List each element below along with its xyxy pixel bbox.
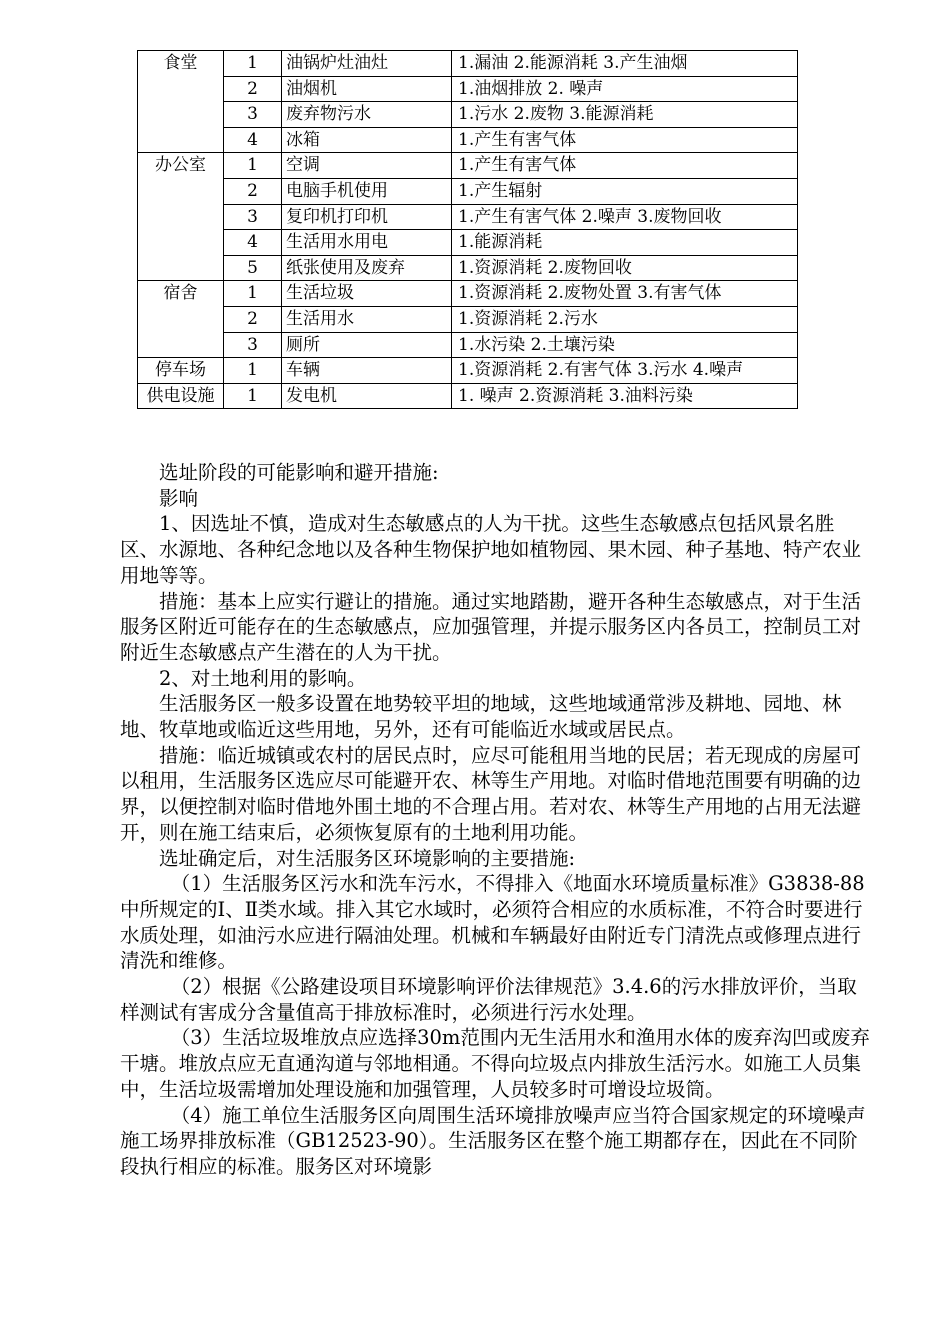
effect-cell: 1.产生有害气体 <box>452 153 798 179</box>
number-cell: 5 <box>224 255 282 281</box>
number-cell: 2 <box>224 76 282 102</box>
item-cell: 电脑手机使用 <box>282 178 452 204</box>
table-row <box>138 358 798 384</box>
effect-cell: 1.水污染 2.土壤污染 <box>452 332 798 358</box>
table-row <box>138 76 798 102</box>
subheading-impact: 影响 <box>159 486 199 510</box>
paragraph: 生活服务区一般多设置在地势较平坦的地域，这些地域通常涉及耕地、园地、林地、牧草地或临近这些用地，另外，还有可能临近水域或居民点。 <box>120 692 842 742</box>
number-cell: 3 <box>224 102 282 128</box>
table-row <box>138 281 798 307</box>
category-cell: 停车场 <box>138 358 224 384</box>
table-row <box>138 332 798 358</box>
item-cell: 生活垃圾 <box>282 281 452 307</box>
item-cell: 空调 <box>282 153 452 179</box>
effect-cell: 1.资源消耗 2.废物回收 <box>452 255 798 281</box>
paragraph: （2）根据《公路建设项目环境影响评价法律规范》3.4.6的污水排放评价，当取样测试有害成分含量值高于排放标准时，必须进行污水处理。 <box>120 975 857 1024</box>
paragraph: 措施：临近城镇或农村的居民点时，应尽可能租用当地的民居；若无现成的房屋可以租用，生活服务区选应尽可能避开农、林等生产用地。对临时借地范围要有明确的边界，以便控制对临时借地外围土地的不合理占用。若对农、林等生产用地的占用无法避开，则在施工结束后，必须恢复原有的土地利用功能。 <box>120 743 862 844</box>
item-cell: 复印机打印机 <box>282 204 452 230</box>
item-cell: 生活用水用电 <box>282 230 452 256</box>
number-cell: 4 <box>224 127 282 153</box>
number-cell: 1 <box>224 358 282 384</box>
table-row <box>138 383 798 409</box>
table-row <box>138 127 798 153</box>
effect-cell: 1.能源消耗 <box>452 230 798 256</box>
effect-cell: 1.漏油 2.能源消耗 3.产生油烟 <box>452 51 798 77</box>
effect-cell: 1.产生辐射 <box>452 178 798 204</box>
effect-cell: 1.资源消耗 2.污水 <box>452 306 798 332</box>
number-cell: 1 <box>224 51 282 77</box>
number-cell: 2 <box>224 306 282 332</box>
effect-cell: 1.产生有害气体 <box>452 127 798 153</box>
environmental-factors-table <box>137 50 798 409</box>
effect-cell: 1. 噪声 2.资源消耗 3.油料污染 <box>452 383 798 409</box>
number-cell: 1 <box>224 281 282 307</box>
item-cell: 油烟机 <box>282 76 452 102</box>
item-cell: 厕所 <box>282 332 452 358</box>
effect-cell: 1.资源消耗 2.废物处置 3.有害气体 <box>452 281 798 307</box>
item-cell: 油锅炉灶油灶 <box>282 51 452 77</box>
table-row <box>138 204 798 230</box>
item-cell: 车辆 <box>282 358 452 384</box>
section-heading: 选址确定后，对生活服务区环境影响的主要措施: <box>159 846 576 870</box>
section-heading: 选址阶段的可能影响和避开措施: <box>159 461 439 484</box>
paragraph: （4）施工单位生活服务区向周围生活环境排放噪声应当符合国家规定的环境噪声施工场界排放标准（GB12523-90）。生活服务区在整个施工期都存在，因此在不同阶段执行相应的标准。服务区对环境影 <box>120 1103 866 1178</box>
item-cell: 发电机 <box>282 383 452 409</box>
document-body <box>120 460 870 1180</box>
table-row <box>138 230 798 256</box>
table-row <box>138 102 798 128</box>
category-cell: 宿舍 <box>138 281 224 358</box>
item-cell: 冰箱 <box>282 127 452 153</box>
category-cell: 食堂 <box>138 51 224 153</box>
paragraph: 1、因选址不慎，造成对生态敏感点的人为干扰。这些生态敏感点包括风景名胜区、水源地、各种纪念地以及各种生物保护地如植物园、果木园、种子基地、特产农业用地等等。 <box>120 512 862 587</box>
table-row <box>138 306 798 332</box>
number-cell: 2 <box>224 178 282 204</box>
table-row <box>138 178 798 204</box>
table-row <box>138 255 798 281</box>
effect-cell: 1.资源消耗 2.有害气体 3.污水 4.噪声 <box>452 358 798 384</box>
paragraph: （3）生活垃圾堆放点应选择30m范围内无生活用水和渔用水体的废弃沟凹或废弃干塘。堆放点应无直通沟道与邻地相通。不得向垃圾点内排放生活污水。如施工人员集中，生活垃圾需增加处理设施和加强管理，人员较多时可增设垃圾筒。 <box>120 1026 870 1101</box>
paragraph: （1）生活服务区污水和洗车污水，不得排入《地面水环境质量标准》G3838-88中所规定的Ⅰ、Ⅱ类水域。排入其它水域时，必须符合相应的水质标准，不符合时要进行水质处理，如油污水应进行隔油处理。机械和车辆最好由附近专门清洗点或修理点进行清洗和维修。 <box>120 872 865 973</box>
number-cell: 1 <box>224 383 282 409</box>
table-row <box>138 51 798 77</box>
number-cell: 4 <box>224 230 282 256</box>
table-row <box>138 153 798 179</box>
category-cell: 办公室 <box>138 153 224 281</box>
number-cell: 3 <box>224 204 282 230</box>
item-cell: 废弃物污水 <box>282 102 452 128</box>
effect-cell: 1.产生有害气体 2.噪声 3.废物回收 <box>452 204 798 230</box>
number-cell: 3 <box>224 332 282 358</box>
effect-cell: 1.油烟排放 2. 噪声 <box>452 76 798 102</box>
effect-cell: 1.污水 2.废物 3.能源消耗 <box>452 102 798 128</box>
category-cell: 供电设施 <box>138 383 224 409</box>
paragraph: 措施：基本上应实行避让的措施。通过实地踏勘，避开各种生态敏感点，对于生活服务区附近可能存在的生态敏感点，应加强管理，并提示服务区内各员工，控制员工对附近生态敏感点产生潜在的人为干扰。 <box>120 589 862 664</box>
item-cell: 生活用水 <box>282 306 452 332</box>
number-cell: 1 <box>224 153 282 179</box>
paragraph: 2、对土地利用的影响。 <box>159 666 367 690</box>
item-cell: 纸张使用及废弃 <box>282 255 452 281</box>
